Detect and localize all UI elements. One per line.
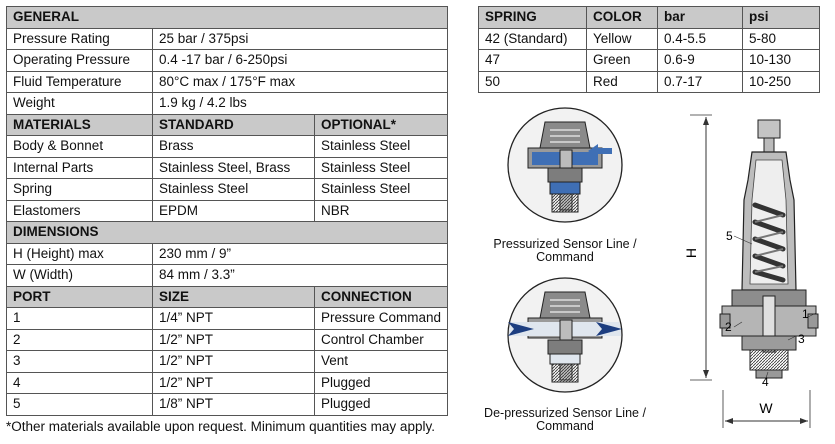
spring-psi: 5-80 xyxy=(743,28,820,50)
material-part: Body & Bonnet xyxy=(7,136,153,158)
dimensions-header: DIMENSIONS xyxy=(7,222,448,244)
depressurized-caption xyxy=(465,407,665,433)
port-connection: Plugged xyxy=(315,372,448,394)
material-part: Elastomers xyxy=(7,200,153,222)
spec-value: 0.4 -17 bar / 6-250psi xyxy=(153,50,448,72)
spring-bar: 0.4-5.5 xyxy=(658,28,743,50)
port-number: 5 xyxy=(7,394,153,416)
bar-header: bar xyxy=(658,7,743,29)
port-connection: Vent xyxy=(315,351,448,373)
spec-label: Fluid Temperature xyxy=(7,71,153,93)
footnote: *Other materials available upon request. Minimum quantities may apply. xyxy=(6,419,435,434)
dimension-value: 230 mm / 9” xyxy=(153,243,448,265)
dimension-value: 84 mm / 3.3” xyxy=(153,265,448,287)
port-header: PORT xyxy=(7,286,153,308)
material-part: Internal Parts xyxy=(7,157,153,179)
material-optional: NBR xyxy=(315,200,448,222)
depressurized-caption-line1: De-pressurized Sensor Line / xyxy=(484,406,646,420)
spec-value: 80°C max / 175°F max xyxy=(153,71,448,93)
port-size: 1/8” NPT xyxy=(153,394,315,416)
psi-header: psi xyxy=(743,7,820,29)
optional-header: OPTIONAL* xyxy=(315,114,448,136)
height-label: H xyxy=(683,247,699,259)
port-size: 1/2” NPT xyxy=(153,351,315,373)
spring-color: Yellow xyxy=(587,28,658,50)
connection-header: CONNECTION xyxy=(315,286,448,308)
valve-drawing xyxy=(683,115,818,428)
materials-header: MATERIALS xyxy=(7,114,153,136)
pressurized-caption-line1: Pressurized Sensor Line / xyxy=(493,237,637,251)
spring-psi: 10-130 xyxy=(743,50,820,72)
material-optional: Stainless Steel xyxy=(315,157,448,179)
material-optional: Stainless Steel xyxy=(315,136,448,158)
spec-label: Pressure Rating xyxy=(7,28,153,50)
material-standard: Stainless Steel xyxy=(153,179,315,201)
material-part: Spring xyxy=(7,179,153,201)
port-size: 1/2” NPT xyxy=(153,372,315,394)
spec-label: Weight xyxy=(7,93,153,115)
standard-header: STANDARD xyxy=(153,114,315,136)
material-standard: EPDM xyxy=(153,200,315,222)
color-header: COLOR xyxy=(587,7,658,29)
pressurized-caption-line2: Command xyxy=(536,250,594,264)
port-connection: Control Chamber xyxy=(315,329,448,351)
port-2-label: 2 xyxy=(725,320,732,334)
general-header: GENERAL xyxy=(7,7,448,29)
spring-header: SPRING xyxy=(479,7,587,29)
port-4-label: 4 xyxy=(762,375,769,389)
port-size: 1/4” NPT xyxy=(153,308,315,330)
spring-color: Red xyxy=(587,71,658,93)
spring-psi: 10-250 xyxy=(743,71,820,93)
port-number: 4 xyxy=(7,372,153,394)
dimension-label: W (Width) xyxy=(7,265,153,287)
port-connection: Plugged xyxy=(315,394,448,416)
dimension-label: H (Height) max xyxy=(7,243,153,265)
spring-model: 50 xyxy=(479,71,587,93)
port-number: 1 xyxy=(7,308,153,330)
depressurized-caption-line2: Command xyxy=(536,419,594,433)
pressurized-valve-detail xyxy=(508,108,622,222)
spring-bar: 0.6-9 xyxy=(658,50,743,72)
port-1-label: 1 xyxy=(802,307,809,321)
port-number: 2 xyxy=(7,329,153,351)
pressurized-caption xyxy=(465,238,665,264)
port-connection: Pressure Command xyxy=(315,308,448,330)
port-5-label: 5 xyxy=(726,229,733,243)
spring-bar: 0.7-17 xyxy=(658,71,743,93)
spec-value: 1.9 kg / 4.2 lbs xyxy=(153,93,448,115)
spec-label: Operating Pressure xyxy=(7,50,153,72)
depressurized-valve-detail xyxy=(508,278,622,392)
material-standard: Stainless Steel, Brass xyxy=(153,157,315,179)
material-optional: Stainless Steel xyxy=(315,179,448,201)
spring-color: Green xyxy=(587,50,658,72)
port-3-label: 3 xyxy=(798,332,805,346)
size-header: SIZE xyxy=(153,286,315,308)
spring-model: 42 (Standard) xyxy=(479,28,587,50)
port-size: 1/2” NPT xyxy=(153,329,315,351)
width-label: W xyxy=(759,400,773,416)
material-standard: Brass xyxy=(153,136,315,158)
port-number: 3 xyxy=(7,351,153,373)
spec-value: 25 bar / 375psi xyxy=(153,28,448,50)
spring-model: 47 xyxy=(479,50,587,72)
